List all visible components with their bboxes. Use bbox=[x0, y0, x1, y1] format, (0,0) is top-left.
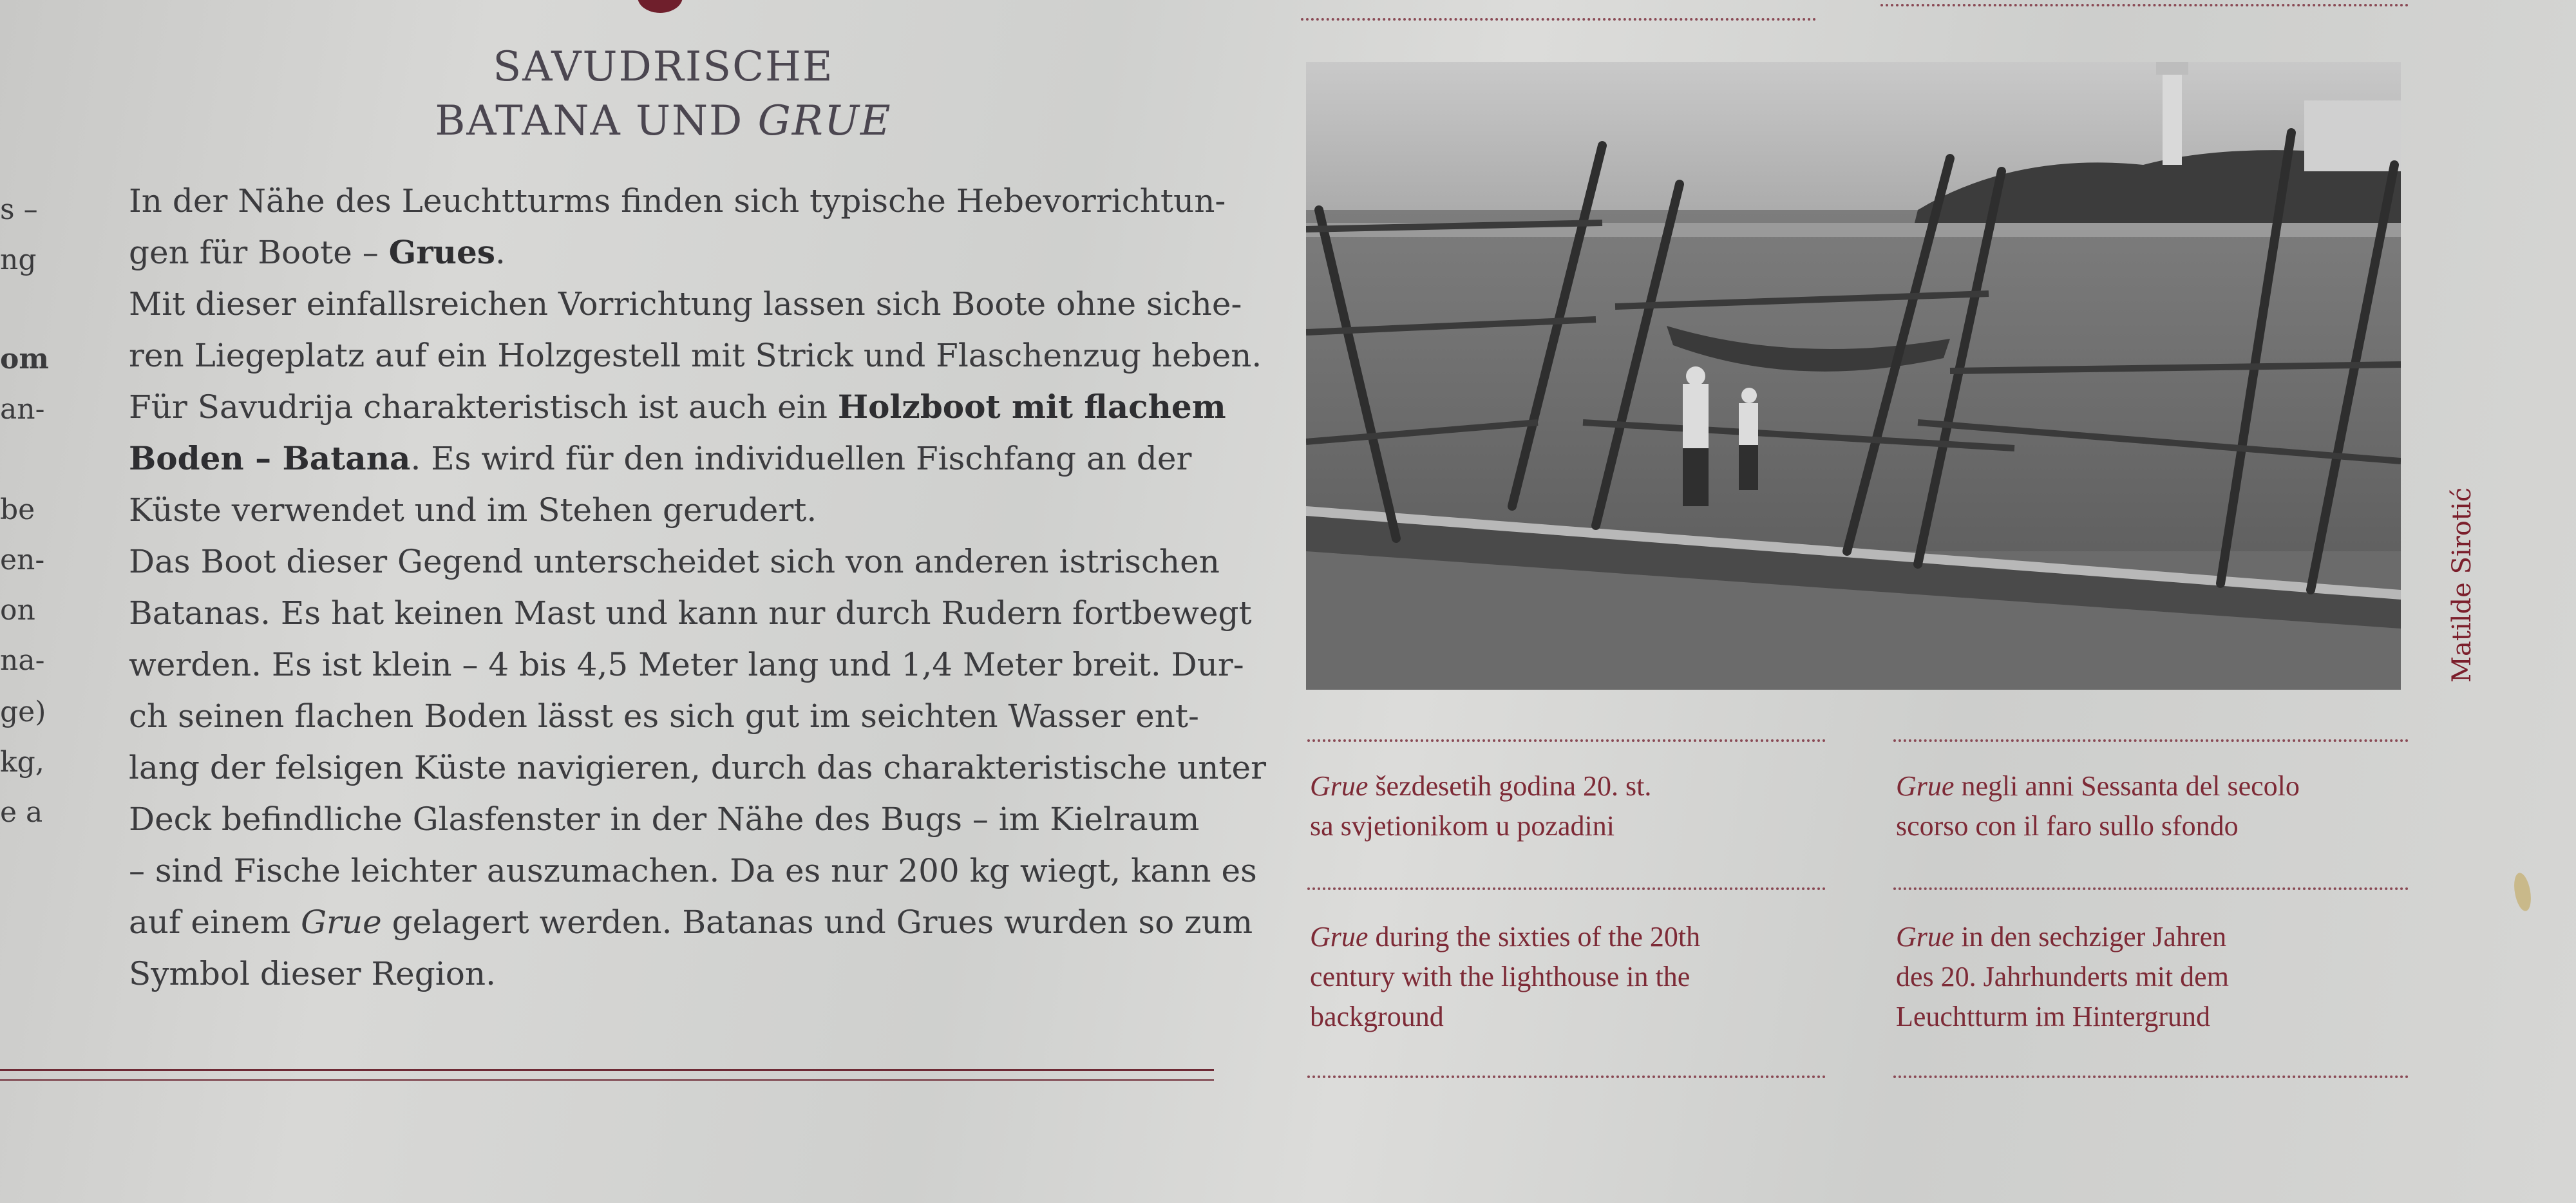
paragraph-line bbox=[129, 742, 1266, 793]
dotted-separator bbox=[1893, 1075, 2409, 1078]
caption-line: during the sixties of the 20th bbox=[1368, 921, 1701, 952]
dotted-separator bbox=[1307, 739, 1826, 742]
left-fragment-line: ge) bbox=[0, 696, 46, 728]
text-run: Mit dieser einfallsreichen Vorrichtung lassen sich Boote ohne siche- bbox=[129, 285, 1242, 323]
main-paragraph bbox=[129, 175, 1266, 999]
photo-credit-text: Matilde Sirotić bbox=[2447, 487, 2477, 683]
left-fragment-line: on bbox=[0, 594, 35, 627]
photo-illustration bbox=[1306, 62, 2401, 690]
paragraph-line bbox=[129, 793, 1201, 845]
caption-english bbox=[1310, 917, 1700, 1037]
dotted-separator bbox=[1301, 18, 1816, 21]
paragraph-line bbox=[129, 896, 1253, 948]
panel-title-line1: SAVUDRISCHE bbox=[493, 43, 834, 91]
caption-italic: Grue bbox=[1310, 921, 1368, 952]
text-run: lang der felsigen Küste navigieren, durch das charakteristische unter bbox=[129, 749, 1266, 786]
text-run: werden. Es ist klein – 4 bis 4,5 Meter lang und 1,4 Meter breit. Dur- bbox=[129, 646, 1244, 683]
title-italic: GRUE bbox=[757, 97, 892, 145]
caption-italic: Grue bbox=[1896, 921, 1955, 952]
paragraph-line bbox=[129, 536, 1220, 587]
text-run: . Es wird für den individuellen Fischfang an der bbox=[410, 440, 1192, 477]
paragraph-line bbox=[129, 484, 1201, 536]
left-fragment-line: be bbox=[0, 493, 35, 526]
caption-line: negli anni Sessanta del secolo bbox=[1954, 770, 2300, 802]
paragraph-line bbox=[129, 690, 1201, 742]
bold-text: Holzboot mit flachem bbox=[837, 388, 1226, 426]
caption-line: Leuchtturm im Hintergrund bbox=[1896, 1001, 2210, 1032]
caption-line: background bbox=[1310, 1001, 1444, 1032]
divider-line bbox=[0, 1079, 1214, 1081]
text-run: . bbox=[495, 234, 506, 271]
text-run: Das Boot dieser Gegend unterscheidet sich von anderen istrischen bbox=[129, 543, 1220, 580]
caption-line: šezdesetih godina 20. st. bbox=[1368, 770, 1652, 802]
italic-text: Grue bbox=[301, 904, 382, 941]
paragraph-line bbox=[129, 845, 1257, 896]
paragraph-line bbox=[129, 381, 1226, 433]
text-run: Symbol dieser Region. bbox=[129, 955, 496, 992]
left-fragment-line: na- bbox=[0, 644, 45, 677]
text-run: Deck befindliche Glasfenster in der Nähe des Bugs – im Kielraum bbox=[129, 800, 1200, 838]
dotted-separator bbox=[1893, 887, 2409, 890]
paragraph-line bbox=[129, 175, 1226, 227]
left-fragment-line: om bbox=[0, 343, 49, 375]
divider-line bbox=[0, 1069, 1214, 1071]
paragraph-line bbox=[129, 278, 1242, 330]
text-run: ren Liegeplatz auf ein Holzgestell mit Strick und Flaschenzug heben. bbox=[129, 337, 1262, 374]
dotted-separator bbox=[1893, 739, 2409, 742]
text-run: gen für Boote – bbox=[129, 234, 389, 271]
paragraph-line bbox=[129, 587, 1252, 639]
left-fragment-line: e a bbox=[0, 796, 43, 829]
caption-line: century with the lighthouse in the bbox=[1310, 961, 1690, 992]
left-fragment-line: an- bbox=[0, 393, 45, 426]
caption-italian bbox=[1896, 766, 2300, 846]
caption-italic: Grue bbox=[1896, 770, 1955, 802]
paragraph-line bbox=[129, 227, 1201, 278]
text-run: In der Nähe des Leuchtturms finden sich typische Hebevorrichtun- bbox=[129, 182, 1226, 220]
paragraph-line bbox=[129, 433, 1201, 484]
paragraph-line bbox=[129, 639, 1244, 690]
dotted-separator bbox=[1307, 1075, 1826, 1078]
bold-text: Grues bbox=[388, 233, 495, 271]
text-run: auf einem bbox=[129, 904, 301, 941]
left-fragment-line: s – bbox=[0, 193, 38, 226]
leaf-debris bbox=[2512, 871, 2533, 912]
left-fragment-line: en- bbox=[0, 544, 45, 576]
caption-line: in den sechziger Jahren bbox=[1954, 921, 2227, 952]
top-marker bbox=[638, 0, 683, 13]
text-run: Batanas. Es hat keinen Mast und kann nur durch Rudern fortbewegt bbox=[129, 594, 1252, 632]
panel-title-line2 bbox=[374, 94, 953, 148]
caption-line: des 20. Jahrhunderts mit dem bbox=[1896, 961, 2229, 992]
left-fragment-line: ng bbox=[0, 243, 37, 276]
bold-text: Boden – Batana bbox=[129, 439, 411, 477]
caption-italic: Grue bbox=[1310, 770, 1368, 802]
caption-line: sa svjetionikom u pozadini bbox=[1310, 810, 1615, 842]
photo-credit bbox=[2447, 464, 2486, 683]
paragraph-line bbox=[129, 948, 1201, 999]
text-run: – sind Fische leichter auszumachen. Da es nur 200 kg wiegt, kann es bbox=[129, 852, 1257, 889]
title-prefix: BATANA UND bbox=[435, 97, 758, 145]
text-run: ch seinen flachen Boden lässt es sich gut im seichten Wasser ent- bbox=[129, 697, 1199, 735]
left-fragment-line: kg, bbox=[0, 746, 44, 779]
text-run: Küste verwendet und im Stehen gerudert. bbox=[129, 491, 817, 529]
caption-line: scorso con il faro sullo sfondo bbox=[1896, 810, 2239, 842]
paragraph-line bbox=[129, 330, 1262, 381]
dotted-separator bbox=[1880, 4, 2409, 6]
dotted-separator bbox=[1307, 887, 1826, 890]
caption-german bbox=[1896, 917, 2229, 1037]
text-run: Für Savudrija charakteristisch ist auch ein bbox=[129, 388, 838, 426]
historic-photo bbox=[1306, 62, 2401, 690]
caption-croatian bbox=[1310, 766, 1651, 846]
text-run: gelagert werden. Batanas und Grues wurden so zum bbox=[381, 904, 1253, 941]
